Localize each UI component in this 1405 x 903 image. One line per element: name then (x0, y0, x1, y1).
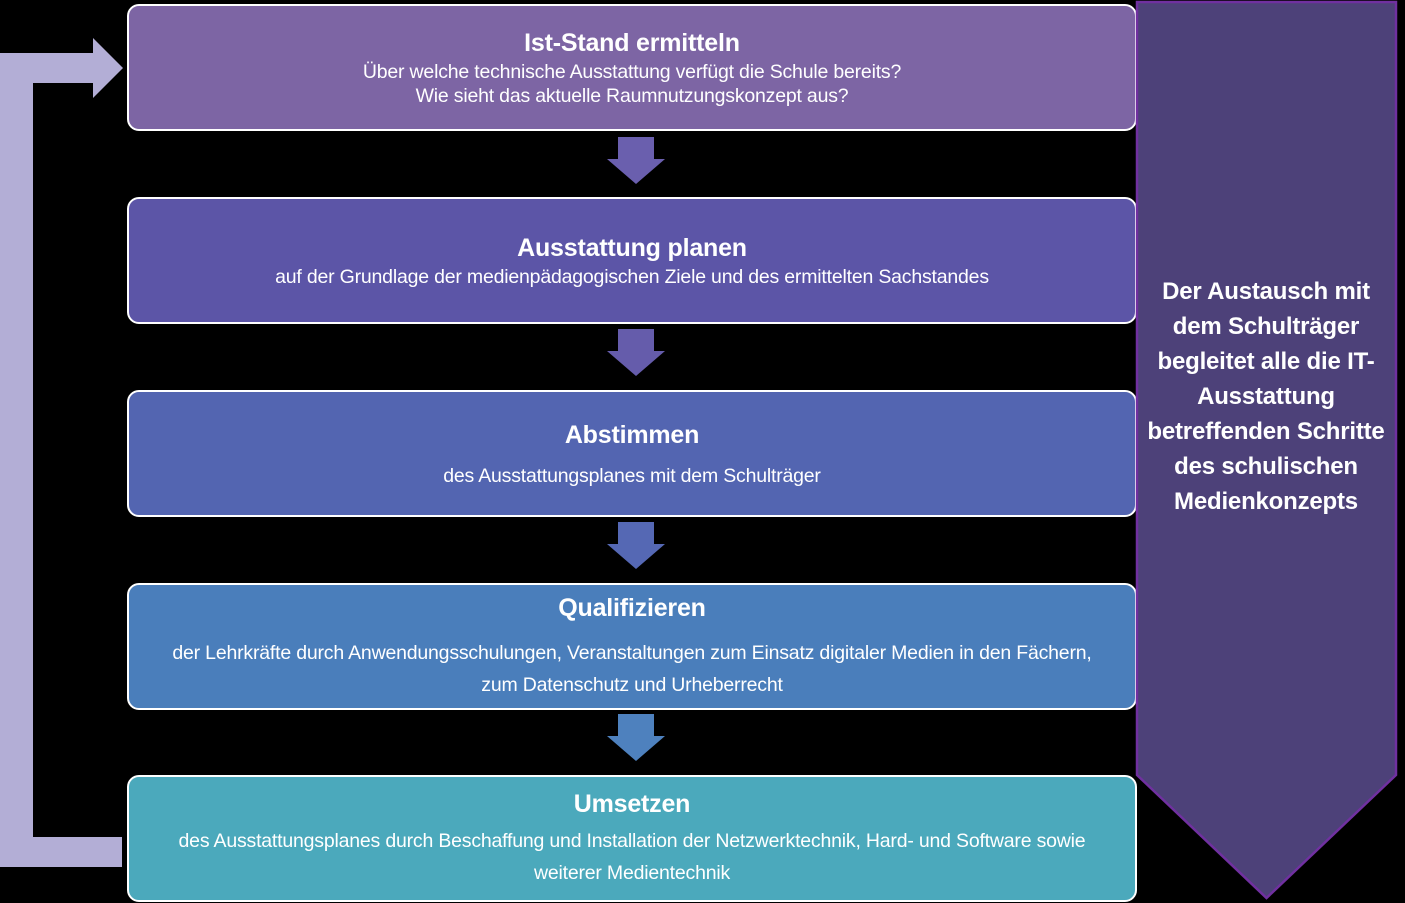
step-body (443, 464, 820, 488)
step-body (164, 825, 1100, 889)
step-box-abstimmen (127, 390, 1137, 517)
step-body (275, 265, 989, 289)
down-arrow-shape (607, 329, 665, 376)
step-title: Abstimmen (564, 420, 700, 449)
down-arrow-shape (607, 714, 665, 761)
step-title: Umsetzen (573, 789, 691, 818)
down-arrow-icon (607, 329, 665, 376)
side-banner-text: Der Austausch mit dem Schulträger begleitet alle die IT-Ausstattung betreffenden Schritte des schulischen Medienkonzepts (1147, 278, 1385, 515)
step-box-ist-stand (127, 4, 1137, 131)
step-line: Über welche technische Ausstattung verfügt die Schule bereits? (362, 60, 902, 83)
step-line: des Ausstattungsplanes durch Beschaffung und Installation der Netzwerktechnik, Hard- und Software sowie weiterer Medientechnik (178, 829, 1086, 884)
down-arrow-shape (607, 522, 665, 569)
step-box-ausstattung-planen (127, 197, 1137, 324)
loop-arrow-shape (0, 38, 123, 867)
step-body (164, 637, 1100, 701)
step-line: auf der Grundlage der medienpädagogischen Ziele und des ermittelten Sachstandes (275, 265, 989, 288)
step-line: Wie sieht das aktuelle Raumnutzungskonzept aus? (415, 84, 849, 107)
step-title: Qualifizieren (558, 593, 706, 622)
step-line: der Lehrkräfte durch Anwendungsschulungen, Veranstaltungen zum Einsatz digitaler Medien in den Fächern, zum Datenschutz und Urheberrecht (172, 641, 1092, 696)
step-box-umsetzen (127, 775, 1137, 902)
step-body (363, 60, 901, 108)
feedback-loop-arrow (0, 38, 124, 868)
down-arrow-icon (607, 522, 665, 569)
step-box-qualifizieren (127, 583, 1137, 710)
step-title: Ausstattung planen (517, 233, 747, 262)
down-arrow-icon (607, 714, 665, 761)
down-arrow-shape (607, 137, 665, 184)
down-arrow-icon (607, 137, 665, 184)
step-title: Ist-Stand ermitteln (524, 28, 740, 57)
step-line: des Ausstattungsplanes mit dem Schulträger (443, 464, 821, 487)
